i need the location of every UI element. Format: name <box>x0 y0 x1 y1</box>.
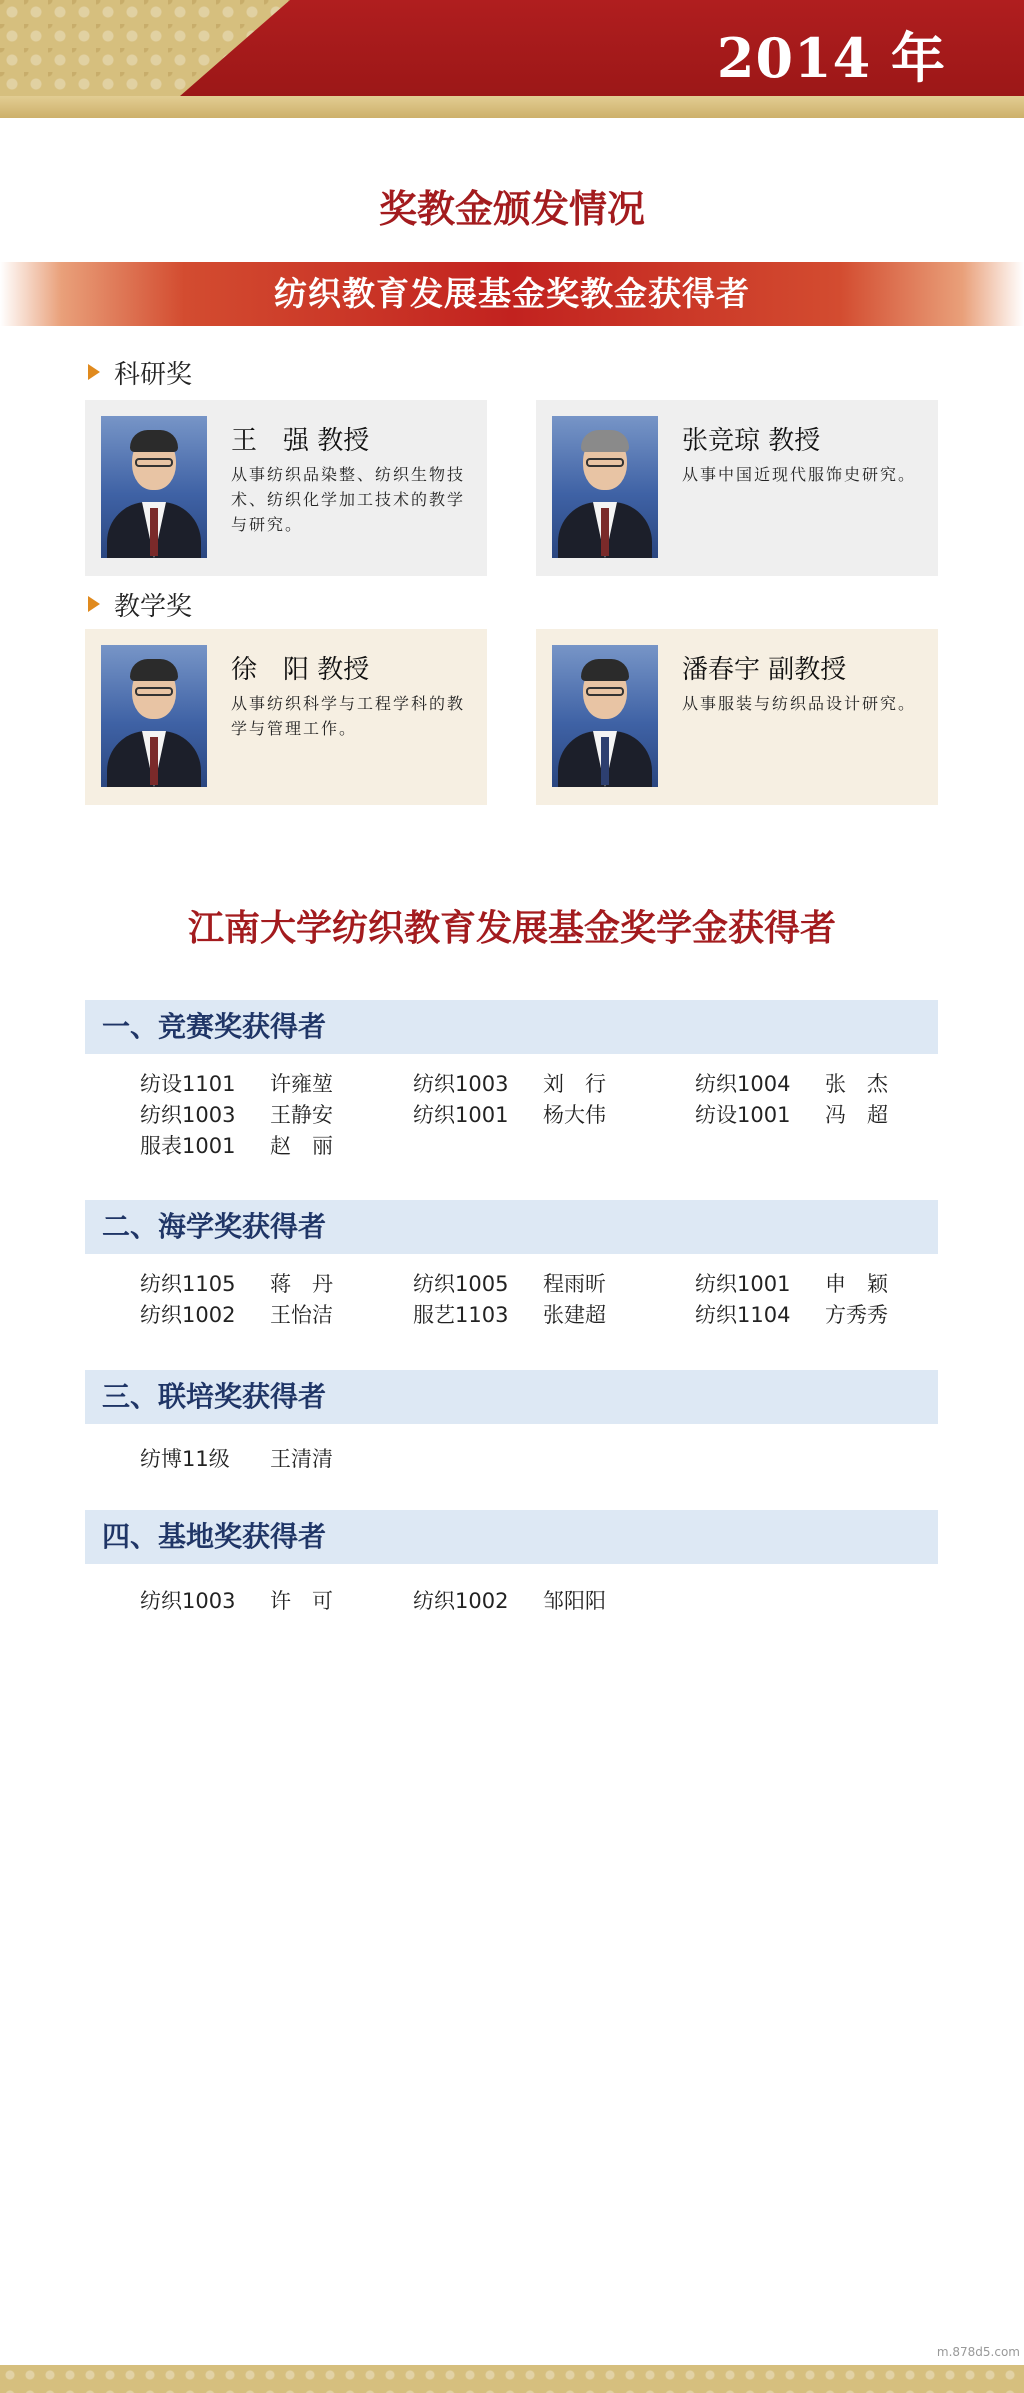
section-header <box>85 1370 938 1424</box>
list-item: 纺织1001 申 颖 <box>695 1272 888 1296</box>
portrait-photo <box>101 416 207 558</box>
list-item: 纺织1005 程雨昕 <box>413 1272 606 1296</box>
list-item: 纺织1105 蒋 丹 <box>140 1272 333 1296</box>
page-title: 奖教金颁发情况 <box>378 186 645 231</box>
category-research-award <box>88 357 193 390</box>
awardee-description: 从事纺织品染整、纺织生物技术、纺织化学加工技术的教学与研究。 <box>231 465 466 534</box>
list-item: 纺织1003 王静安 <box>140 1103 333 1127</box>
section-header <box>85 1000 938 1054</box>
watermark-text: m.878d5.com <box>936 2345 1020 2359</box>
ribbon-banner <box>0 262 1024 326</box>
awardee-name: 潘春宇 副教授 <box>682 655 847 685</box>
scholarship-title: 江南大学纺织教育发展基金奖学金获得者 <box>187 907 836 949</box>
section-title: 三、联培奖获得者 <box>102 1380 327 1413</box>
arrow-bullet-icon <box>88 364 100 380</box>
awardee-card <box>85 400 487 576</box>
list-item: 纺织1003 许 可 <box>140 1589 333 1613</box>
awardee-card <box>85 629 487 805</box>
section-title: 二、海学奖获得者 <box>102 1210 327 1243</box>
category-label: 科研奖 <box>114 359 193 390</box>
ribbon-title: 纺织教育发展基金奖教金获得者 <box>274 274 750 313</box>
awardee-name: 徐 阳 教授 <box>231 655 370 685</box>
list-item: 纺织1003 刘 行 <box>413 1072 606 1096</box>
portrait-photo <box>552 645 658 787</box>
list-item: 纺设1001 冯 超 <box>695 1103 888 1127</box>
list-item: 纺织1002 邹阳阳 <box>413 1589 606 1613</box>
list-item: 纺织1104 方秀秀 <box>695 1303 888 1327</box>
year-label: 2014 年 <box>716 26 946 90</box>
awardee-description: 从事服装与纺织品设计研究。 <box>682 694 917 713</box>
footer-band <box>0 2365 1024 2393</box>
list-item: 纺织1001 杨大伟 <box>413 1103 606 1127</box>
section-header <box>85 1510 938 1564</box>
portrait-photo <box>101 645 207 787</box>
category-teaching-award <box>88 589 193 622</box>
category-label: 教学奖 <box>114 591 193 622</box>
awardee-description: 从事纺织科学与工程学科的教学与管理工作。 <box>231 694 466 738</box>
portrait-photo <box>552 416 658 558</box>
list-item: 服表1001 赵 丽 <box>140 1134 333 1158</box>
list-item: 纺织1002 王怡洁 <box>140 1303 333 1327</box>
awardee-card <box>536 629 938 805</box>
list-item: 纺设1101 许雍堃 <box>140 1072 333 1096</box>
list-item: 服艺1103 张建超 <box>413 1303 606 1327</box>
header-gold-band <box>0 96 1024 118</box>
section-title: 四、基地奖获得者 <box>102 1520 327 1553</box>
list-item: 纺织1004 张 杰 <box>695 1072 888 1096</box>
awardee-card <box>536 400 938 576</box>
section-header <box>85 1200 938 1254</box>
awardee-name: 张竞琼 教授 <box>682 426 821 456</box>
arrow-bullet-icon <box>88 596 100 612</box>
list-item: 纺博11级 王清清 <box>140 1447 333 1471</box>
awardee-description: 从事中国近现代服饰史研究。 <box>682 465 917 484</box>
awardee-name: 王 强 教授 <box>231 426 370 456</box>
section-title: 一、竞赛奖获得者 <box>102 1010 327 1043</box>
